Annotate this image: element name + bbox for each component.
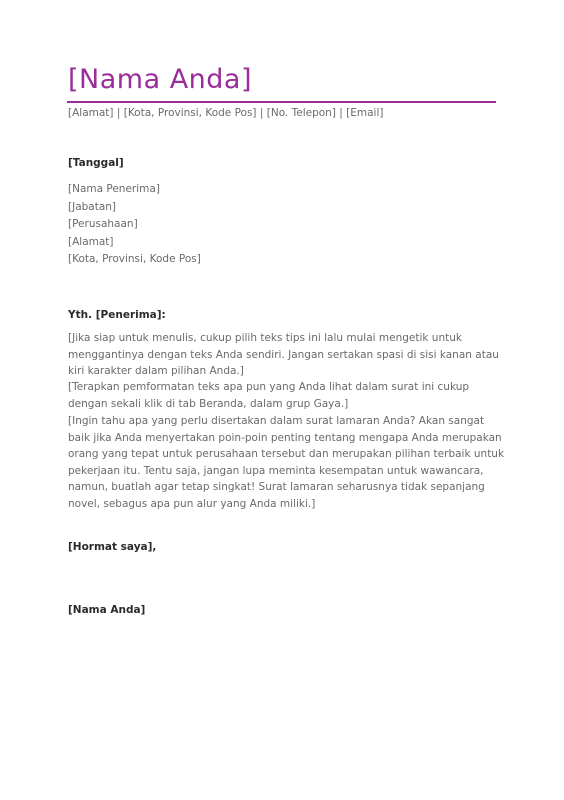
- signature-name: [Nama Anda]: [68, 604, 146, 616]
- body-paragraph: [Terapkan pemformatan teks apa pun yang Anda lihat dalam surat ini cukup dengan sekali klik di tab Beranda, dalam grup Gaya.]: [68, 381, 470, 410]
- recipient-company: [Perusahaan]: [68, 218, 138, 230]
- body-paragraph: [Jika siap untuk menulis, cukup pilih teks tips ini lalu mulai mengetik untuk menggantinya dengan teks Anda sendiri. Jangan sertakan spasi di sisi kanan atau kiri karakter dalam pilihan Anda.]: [68, 332, 499, 377]
- salutation: Yth. [Penerima]:: [68, 309, 166, 321]
- recipient-city: [Kota, Provinsi, Kode Pos]: [68, 253, 201, 265]
- closing: [Hormat saya],: [68, 541, 157, 553]
- body-paragraph: [Ingin tahu apa yang perlu disertakan dalam surat lamaran Anda? Akan sangat baik jika Anda menyertakan poin-poin penting tentang mengapa Anda merupakan orang yang tepat untuk perusahaan tersebut dan merupakan pilihan terbaik untuk pekerjaan itu. Tentu saja, jangan lupa meminta kesempatan untuk wawancara, namun, buatlah agar tetap singkat! Surat lamaran seharusnya tidak sepanjang novel, sebagus apa pun alur yang Anda miliki.]: [68, 415, 505, 510]
- contact-line: [Alamat] | [Kota, Provinsi, Kode Pos] | [No. Telepon] | [Email]: [68, 107, 384, 119]
- letter-date: [Tanggal]: [68, 157, 124, 169]
- recipient-title: [Jabatan]: [68, 200, 117, 213]
- recipient-address: [Alamat]: [68, 235, 114, 248]
- recipient-block: [68, 181, 201, 269]
- header-rule: [67, 101, 496, 103]
- recipient-name: [Nama Penerima]: [68, 183, 160, 195]
- sender-name: [Nama Anda]: [68, 64, 253, 95]
